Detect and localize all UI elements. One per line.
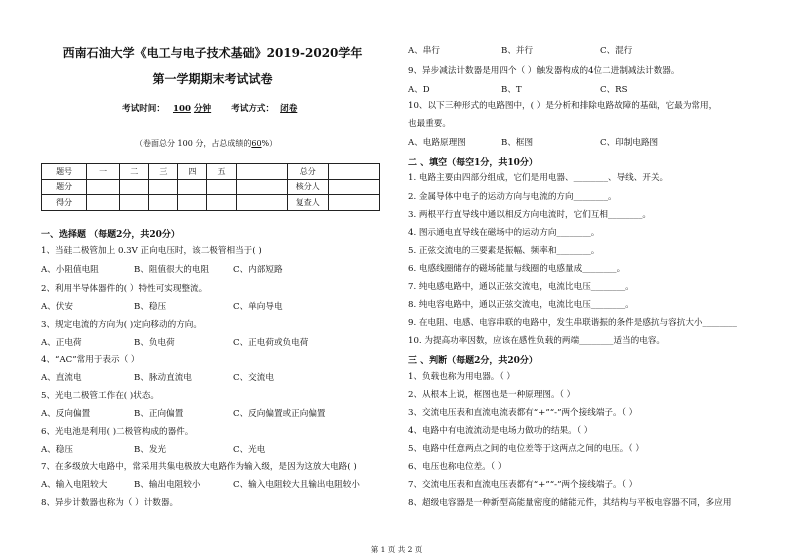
option: C、正电荷或负电荷 [233,338,309,348]
judge-item: 4、电路中有电流流动是电场力做功的结果。（ ） [408,426,593,436]
option: B、并行 [501,46,534,56]
judge-item: 3、交流电压表和直流电流表都有“+”“-”两个接线端子。（ ） [408,408,638,418]
score-note-suffix: %） [261,139,278,148]
table-cell: 三 [149,164,178,180]
option: B、负电荷 [134,338,175,348]
score-table [41,163,380,211]
exam-info [122,104,297,115]
fill-item: 8. 纯电容电路中，通以正弦交流电，电流比电压________。 [408,300,634,310]
section1-title: 一、选择题 （每题2分，共20分） [41,230,180,240]
option: A、伏安 [41,302,73,312]
option: C、印制电路图 [600,138,659,148]
exam-mode-value: 闭卷 [280,104,298,114]
table-cell: 五 [207,164,236,180]
table-cell: 题分 [42,179,87,195]
option: B、框图 [501,138,534,148]
option: C、交流电 [233,373,274,383]
fill-item: 1. 电路主要由四部分组成，它们是用电器、________、导线、开关。 [408,173,669,183]
option: A、输入电阻较大 [41,480,108,490]
exam-title-line1: 西南石油大学《电工与电子技术基础》2019-2020学年 [62,46,363,60]
fill-item: 9. 在电阻、电感、电容串联的电路中，发生串联谐振的条件是感抗与容抗大小________ [408,318,737,328]
option: B、正向偏置 [134,409,184,419]
option: C、单向导电 [233,302,283,312]
question-continued: 也最重要。 [408,119,451,129]
option: B、稳压 [134,302,167,312]
table-cell: 一 [87,164,120,180]
option: B、脉动直流电 [134,373,192,383]
question: 3、规定电流的方向为( )定向移动的方向。 [41,320,202,330]
option: A、串行 [408,46,440,56]
score-note [135,138,277,149]
question: 7、在多级放大电路中，常采用共集电极放大电路作为输入级，是因为这放大电路( ) [41,462,357,472]
judge-item: 8、超级电容器是一种新型高能量密度的储能元件，其结构与平板电容器不同，多应用 [408,498,732,508]
table-cell [328,164,379,180]
option: A、小阻值电阻 [41,265,99,275]
option: A、反向偏置 [41,409,91,419]
option: C、混行 [600,46,633,56]
table-cell: 得分 [42,195,87,211]
section3-title: 三 、判断（每题2分，共20分） [408,356,538,366]
option: A、电路原理图 [408,138,466,148]
fill-item: 5. 正弦交流电的三要素是振幅、频率和________。 [408,246,600,256]
page-footer: 第 1 页 共 2 页 [370,545,423,554]
judge-item: 2、从根本上说，框图也是一种原理图。（ ） [408,390,576,400]
option: C、RS [600,85,628,95]
question: 4、“AC”常用于表示（ ） [41,355,140,365]
judge-item: 7、交流电压表和直流电压表都有“+”“-”两个接线端子。（ ） [408,480,638,490]
judge-item: 5、电路中任意两点之间的电位差等于这两点之间的电压。（ ） [408,444,644,454]
table-cell: 二 [120,164,149,180]
judge-item: 6、电压也称电位差。（ ） [408,462,507,472]
score-note-value: 60 [251,139,262,148]
option: B、发光 [134,445,167,455]
table-cell: 复查人 [287,195,328,211]
section2-title: 二 、填空（每空1分，共10分） [408,158,538,168]
fill-item: 4. 图示通电直导线在磁场中的运动方向________。 [408,228,600,238]
question: 6、光电池是利用( )二极管构成的器件。 [41,427,194,437]
judge-item: 1、负载也称为用电器。（ ） [408,372,516,382]
option: C、反向偏置或正向偏置 [233,409,326,419]
option: C、光电 [233,445,266,455]
option: A、D [408,85,430,95]
option: C、内部短路 [233,265,283,275]
exam-time-label: 考试时间： [122,104,165,114]
option: A、正电荷 [41,338,82,348]
fill-item: 2. 金属导体中电子的运动方向与电流的方向________。 [408,192,617,202]
option: A、稳压 [41,445,73,455]
exam-time-unit: 分钟 [193,104,212,114]
exam-mode-label: 考试方式： [231,104,275,114]
exam-time-value: 100 [172,104,191,114]
option: C、输入电阻较大且输出电阻较小 [233,480,360,490]
question: 10、以下三种形式的电路图中，( ）是分析和排除电路故障的基础，它最为常用， [408,101,718,111]
score-note-prefix: （卷面总分 100 分，占总成绩的 [135,139,252,148]
option: B、阻值很大的电阻 [134,265,210,275]
fill-item: 6. 电感线圈储存的磁场能量与线圈的电感量成________。 [408,264,626,274]
option: B、输出电阻较小 [134,480,201,490]
table-cell: 总分 [287,164,328,180]
table-cell: 核分人 [287,179,328,195]
fill-item: 10. 为提高功率因数，应该在感性负载的两端________适当的电容。 [408,336,666,346]
table-cell: 四 [178,164,207,180]
question: 8、异步计数器也称为（ ）计数器。 [41,498,179,508]
option: B、T [501,85,522,95]
question: 2、利用半导体器件的( ）特性可实现整流。 [41,284,208,294]
fill-item: 3. 两根平行直导线中通以相反方向电流时，它们互相________。 [408,210,651,220]
question: 1、当硅二极管加上 0.3V 正向电压时，该二极管相当于( ) [41,246,262,256]
fill-item: 7. 纯电感电路中，通以正弦交流电，电流比电压________。 [408,282,634,292]
option: A、直流电 [41,373,82,383]
question: 5、光电二极管工作在( )状态。 [41,391,160,401]
question: 9、异步减法计数器是用四个（ ）触发器构成的4位二进制减法计数器。 [408,66,680,76]
exam-title-line2: 第一学期期末考试试卷 [152,72,273,86]
table-cell [236,164,287,180]
table-cell: 题号 [42,164,87,180]
